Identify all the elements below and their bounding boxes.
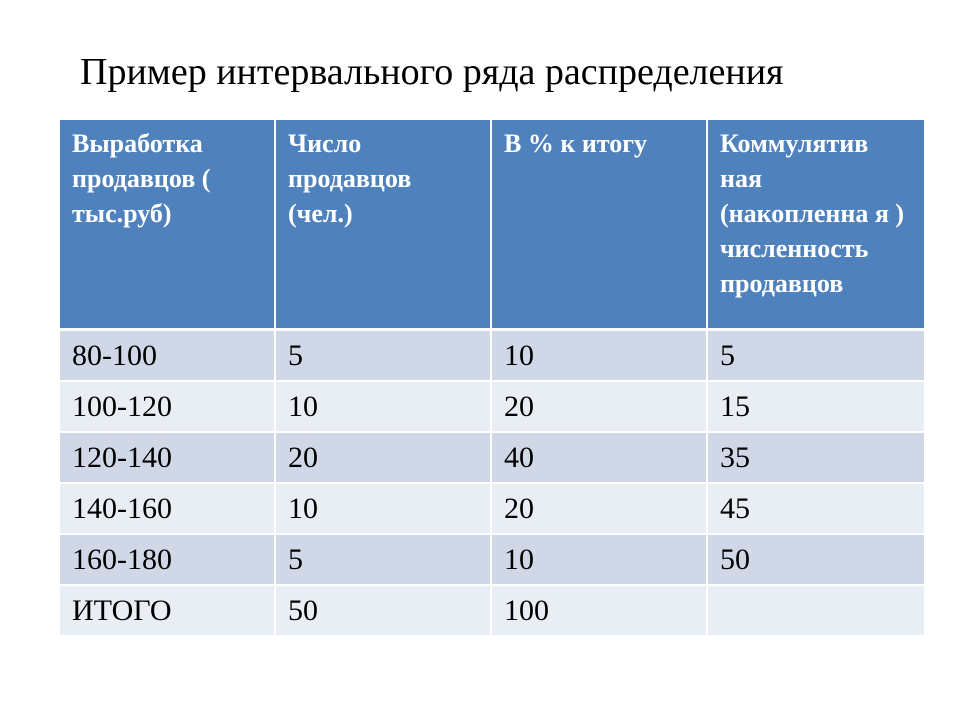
table-row [60, 433, 924, 484]
header-sellers-count: Число продавцов (чел.) [276, 120, 492, 331]
table-header-row [60, 120, 924, 331]
table-row [60, 331, 924, 382]
header-percent-of-total: В % к итогу [492, 120, 708, 331]
slide-title: Пример интервального ряда распределения [80, 51, 784, 93]
table-row [60, 484, 924, 535]
cell-cumulative: 50 [708, 535, 924, 586]
cell-interval: 120-140 [60, 433, 276, 484]
header-cumulative-count: Коммулятив ная (накопленна я ) численность продавцов [708, 120, 924, 331]
distribution-table [60, 120, 924, 637]
cell-cumulative: 35 [708, 433, 924, 484]
cell-count: 10 [276, 484, 492, 535]
cell-count: 5 [276, 331, 492, 382]
table-row [60, 382, 924, 433]
cell-percent: 10 [492, 535, 708, 586]
cell-count: 20 [276, 433, 492, 484]
cell-total-label: ИТОГО [60, 586, 276, 637]
cell-percent: 10 [492, 331, 708, 382]
cell-count: 10 [276, 382, 492, 433]
cell-interval: 100-120 [60, 382, 276, 433]
cell-interval: 140-160 [60, 484, 276, 535]
cell-total-count: 50 [276, 586, 492, 637]
header-sales-output: Выработка продавцов ( тыс.руб) [60, 120, 276, 331]
cell-cumulative: 15 [708, 382, 924, 433]
cell-interval: 160-180 [60, 535, 276, 586]
cell-percent: 40 [492, 433, 708, 484]
cell-cumulative: 5 [708, 331, 924, 382]
cell-percent: 20 [492, 484, 708, 535]
cell-interval: 80-100 [60, 331, 276, 382]
cell-cumulative: 45 [708, 484, 924, 535]
cell-count: 5 [276, 535, 492, 586]
cell-percent: 20 [492, 382, 708, 433]
cell-total-cumulative [708, 586, 924, 637]
cell-total-percent: 100 [492, 586, 708, 637]
table-row-total [60, 586, 924, 637]
table-row [60, 535, 924, 586]
